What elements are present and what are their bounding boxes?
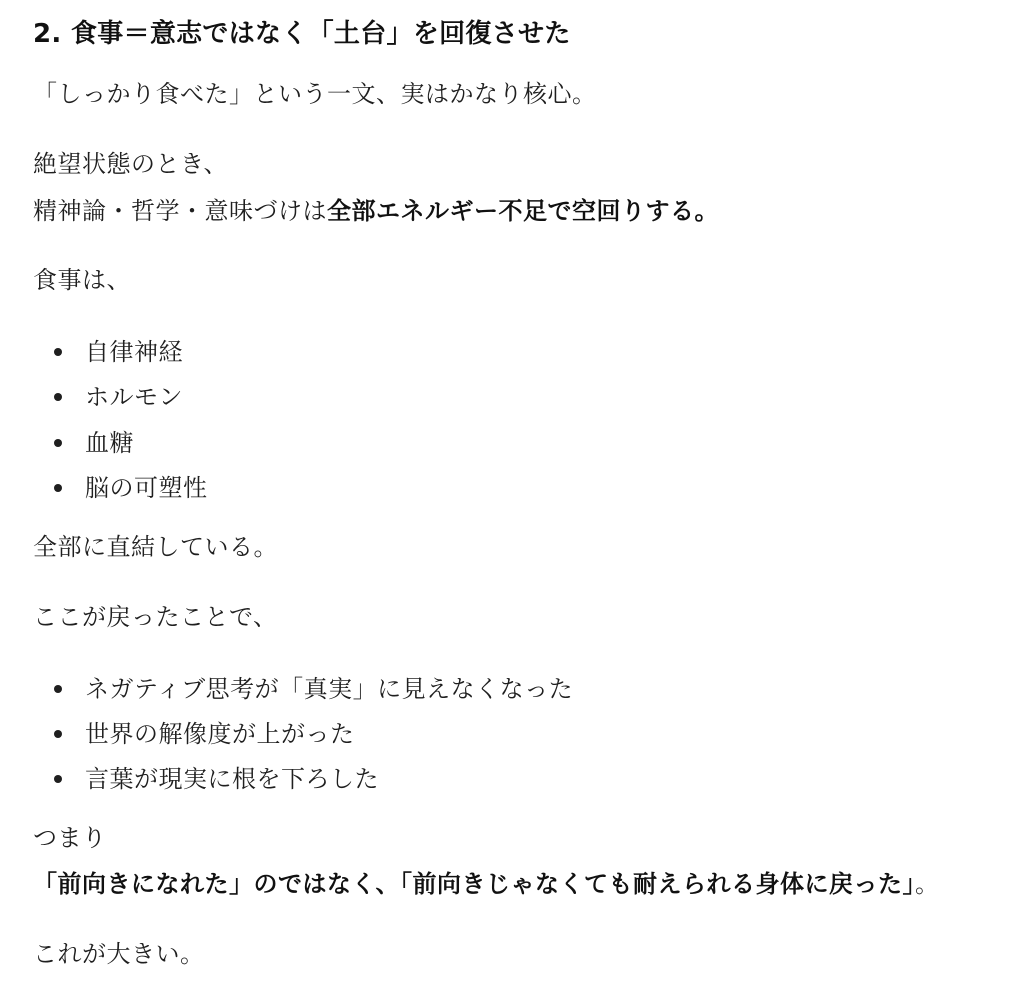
tsumari-line: つまり <box>33 824 107 852</box>
list-item-text: ネガティブ思考が「真実」に見えなくなった <box>85 675 574 703</box>
theory-prefix: 精神論・哲学・意味づけは <box>33 197 327 225</box>
intro-paragraph: 「しっかり食べた」という一文、実はかなり核心。 <box>33 80 597 108</box>
conclusion-paragraph <box>33 867 940 901</box>
meal-line: 食事は、 <box>33 266 131 294</box>
theory-emphasis: 全部エネルギー不足で空回りする。 <box>327 197 719 225</box>
list-item-text: ホルモン <box>85 383 183 411</box>
section-heading: 2. 食事＝意志ではなく「土台」を回復させた <box>33 19 571 49</box>
conclusion-emphasis: 「前向きになれた」のではなく、「前向きじゃなくても耐えられる身体に戻った」 <box>33 870 916 898</box>
bullet-icon <box>54 685 62 693</box>
closing-line: これが大きい。 <box>33 940 205 968</box>
theory-paragraph <box>33 194 719 228</box>
list-item-text: 血糖 <box>85 429 134 457</box>
recovery-line: ここが戻ったことで、 <box>33 603 278 631</box>
bullet-icon <box>54 484 62 492</box>
conclusion-suffix: 。 <box>915 870 940 898</box>
list-item-text: 脳の可塑性 <box>85 474 208 502</box>
list-item-text: 自律神経 <box>85 338 183 366</box>
bullet-icon <box>54 348 62 356</box>
list-item-text: 世界の解像度が上がった <box>85 720 355 748</box>
list-item-text: 言葉が現実に根を下ろした <box>85 765 379 793</box>
bullet-icon <box>54 439 62 447</box>
direct-line: 全部に直結している。 <box>33 533 278 561</box>
bullet-icon <box>54 775 62 783</box>
bullet-icon <box>54 730 62 738</box>
despair-line: 絶望状態のとき、 <box>33 150 229 178</box>
bullet-icon <box>54 393 62 401</box>
